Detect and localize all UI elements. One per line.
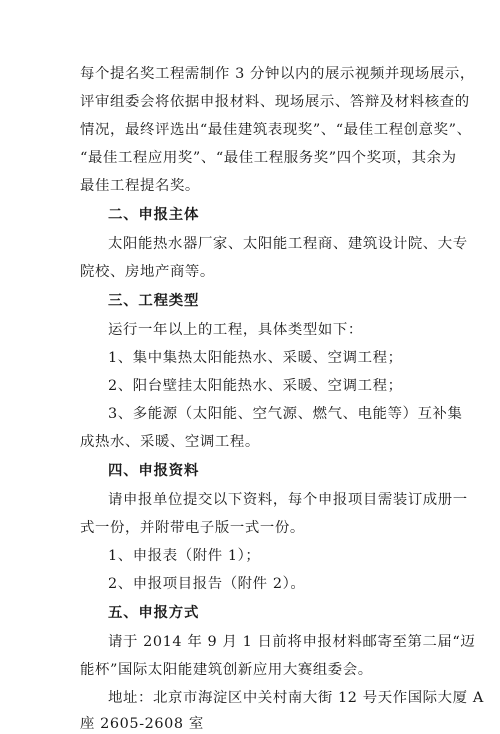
address-line-2: 座 2605-2608 室: [80, 716, 204, 732]
materials-line-3: 1、申报表（附件 1）；: [108, 548, 261, 564]
intro-line-5: 最佳工程提名奖。: [80, 178, 200, 194]
submission-line-1: 请于 2014 年 9 月 1 日前将申报材料邮寄至第二届“迈: [108, 634, 476, 650]
materials-line-1: 请申报单位提交以下资料，每个申报项目需装订成册一: [108, 492, 468, 508]
project-types-line-1: 运行一年以上的工程，具体类型如下：: [108, 322, 363, 338]
intro-line-4: “最佳工程应用奖”、“最佳工程服务奖”四个奖项，其余为: [80, 150, 457, 166]
intro-line-3: 情况，最终评选出“最佳建筑表现奖”、“最佳工程创意奖”、: [80, 122, 472, 138]
materials-line-2: 式一份，并附带电子版一式一份。: [80, 520, 305, 536]
project-types-line-4: 3、多能源（太阳能、空气源、燃气、电能等）互补集: [108, 406, 463, 422]
intro-line-1: 每个提名奖工程需制作 3 分钟以内的展示视频并现场展示，: [80, 66, 475, 82]
section-heading-submission: 五、申报方式: [108, 605, 200, 621]
project-types-line-5: 成热水、采暖、空调工程。: [80, 434, 260, 450]
address-line-1: 地址：北京市海淀区中关村南大街 12 号天作国际大厦 A: [108, 690, 484, 706]
applicants-line-2: 院校、房地产商等。: [80, 264, 215, 280]
project-types-line-3: 2、阳台壁挂太阳能热水、采暖、空调工程；: [108, 378, 403, 394]
materials-line-4: 2、申报项目报告（附件 2）。: [108, 576, 306, 592]
submission-line-2: 能杯”国际太阳能建筑创新应用大赛组委会。: [80, 662, 373, 678]
section-heading-materials: 四、申报资料: [108, 463, 200, 479]
applicants-line-1: 太阳能热水器厂家、太阳能工程商、建筑设计院、大专: [108, 236, 468, 252]
section-heading-project-types: 三、工程类型: [108, 293, 200, 309]
project-types-line-2: 1、集中集热太阳能热水、采暖、空调工程；: [108, 350, 403, 366]
section-heading-applicants: 二、申报主体: [108, 207, 200, 223]
intro-line-2: 评审组委会将依据申报材料、现场展示、答辩及材料核查的: [80, 94, 470, 110]
